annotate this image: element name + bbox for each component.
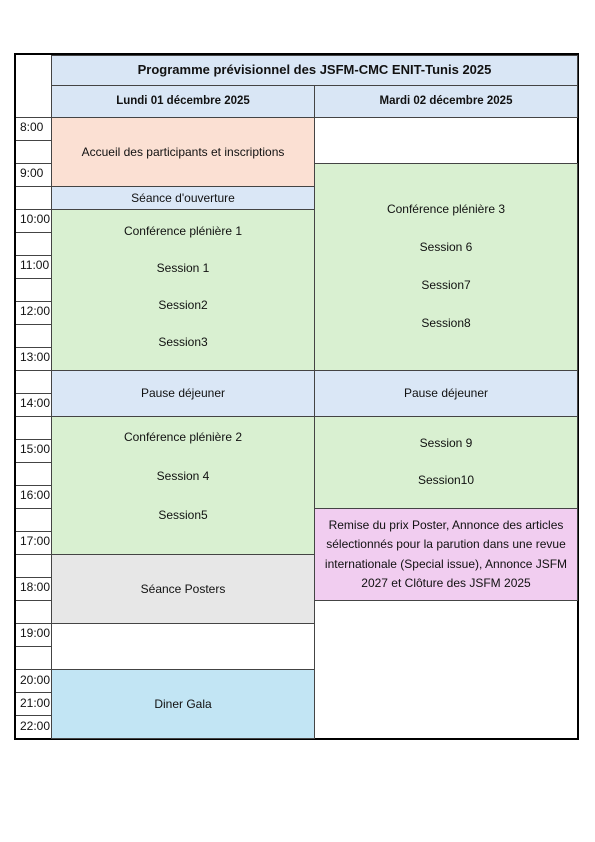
time-label: 18:00 [20,580,51,594]
session-label: Session8 [421,316,471,330]
session-label: Session5 [158,508,208,522]
event-closing: Remise du prix Poster, Annonce des articles sélectionnés pour la parution dans une revue internationale (Special issue), Annonce JSFM 2027 et Clôture des JSFM 2025 [314,508,578,601]
time-row-divider [16,278,52,279]
session-label: Session 9 [419,436,473,450]
time-row-divider [16,393,52,394]
session-label: Session7 [421,278,471,292]
time-row-divider [16,600,52,601]
time-row-divider [16,577,52,578]
time-row-divider [16,531,52,532]
time-label: 9:00 [20,166,44,180]
session-label: Conférence plénière 1 [123,224,243,238]
time-row-divider [16,462,52,463]
time-row-divider [16,232,52,233]
time-label: 14:00 [20,396,51,410]
time-row-divider [16,715,52,716]
event-tuesday-afternoon-sessions [314,416,578,509]
time-label: 21:00 [20,696,51,710]
time-row-divider [16,163,52,164]
time-label: 16:00 [20,488,51,502]
time-row-divider [16,485,52,486]
time-row-divider [16,692,52,693]
session-label: Session 1 [156,261,210,275]
event-monday-lunch: Pause déjeuner [51,370,315,417]
session-label: Session10 [417,473,475,487]
time-label: 11:00 [20,258,50,272]
time-row-divider [16,301,52,302]
event-dinner: Diner Gala [51,669,315,739]
time-row-divider [16,623,52,624]
empty-slot [51,623,315,670]
time-row-divider [16,439,52,440]
time-row-divider [16,324,52,325]
event-tuesday-lunch: Pause déjeuner [314,370,578,417]
session-label: Session 4 [156,469,210,483]
time-row-divider [16,646,52,647]
session-label: Conférence plénière 3 [386,202,506,216]
day-header-tuesday: Mardi 02 décembre 2025 [314,85,578,118]
time-row-divider [16,508,52,509]
event-monday-afternoon-sessions [51,416,315,555]
time-row-divider [16,370,52,371]
time-row-divider [16,140,52,141]
time-label: 13:00 [20,350,51,364]
time-label: 20:00 [20,673,51,687]
time-row-divider [16,209,52,210]
event-opening: Séance d'ouverture [51,186,315,210]
page-title: Programme prévisionnel des JSFM-CMC ENIT-Tunis 2025 [51,55,578,86]
time-row-divider [16,554,52,555]
time-row-divider [16,347,52,348]
time-label: 8:00 [20,120,44,134]
time-label: 12:00 [20,304,51,318]
event-posters: Séance Posters [51,554,315,624]
time-row-divider [16,416,52,417]
day-header-monday: Lundi 01 décembre 2025 [51,85,315,118]
time-label: 22:00 [20,719,51,733]
event-tuesday-morning-sessions [314,163,578,371]
time-label: 15:00 [20,442,51,456]
session-label: Session 6 [419,240,473,254]
event-monday-morning-sessions [51,209,315,371]
time-row-divider [16,117,52,118]
session-label: Session2 [158,298,208,312]
time-label: 17:00 [20,534,51,548]
time-label: 10:00 [20,212,51,226]
time-row-divider [16,669,52,670]
session-label: Session3 [158,335,208,349]
empty-slot [314,117,578,164]
time-row-divider [16,255,52,256]
event-welcome: Accueil des participants et inscriptions [51,117,315,187]
session-label: Conférence plénière 2 [123,430,243,444]
time-label: 19:00 [20,626,51,640]
time-row-divider [16,186,52,187]
